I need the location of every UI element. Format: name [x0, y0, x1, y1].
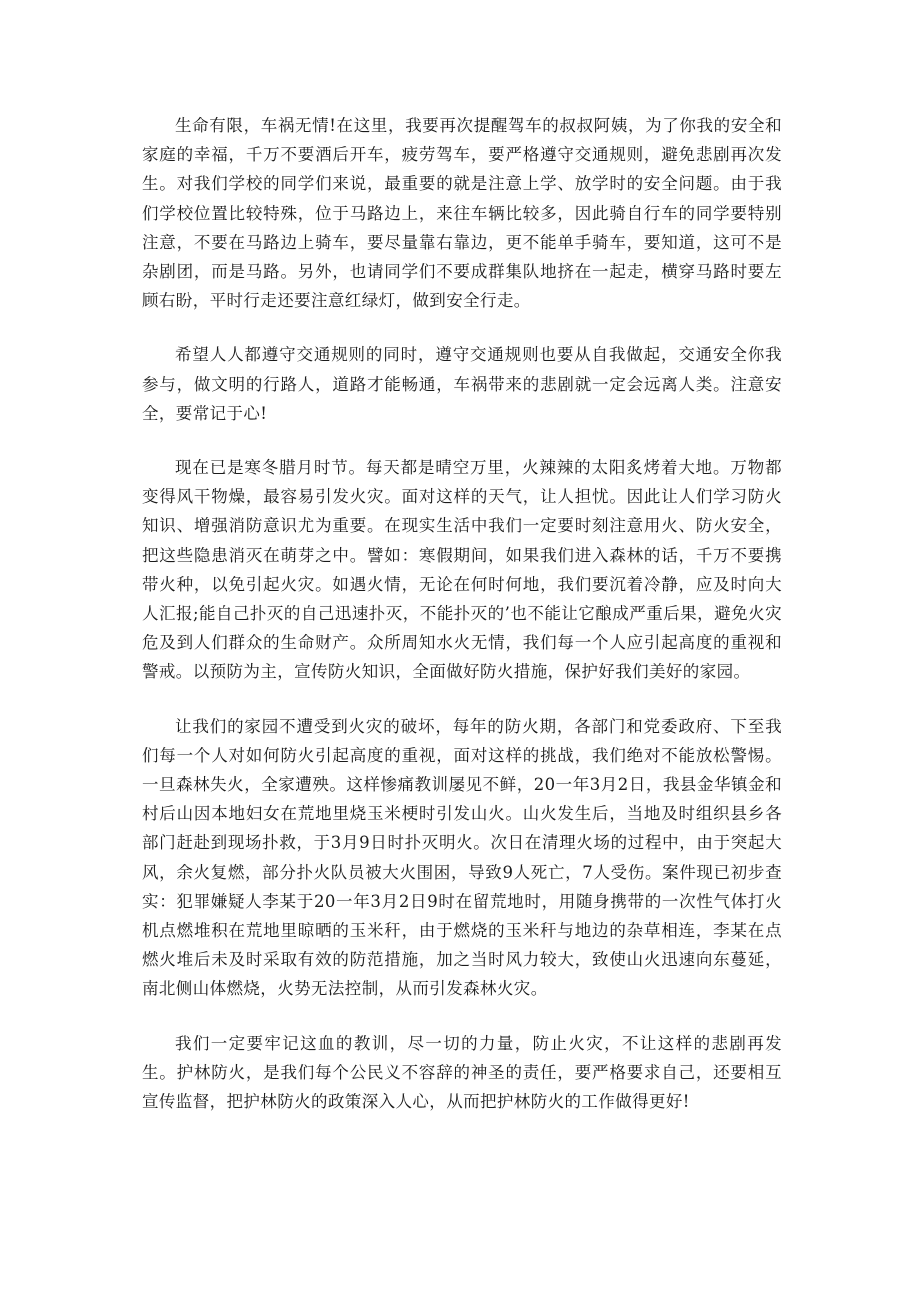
document-body	[142, 111, 782, 1141]
paragraph-fire-prevention: 现在已是寒冬腊月时节。每天都是晴空万里，火辣辣的太阳炙烤着大地。万物都变得风干物燥，最容易引发火灾。面对这样的天气，让人担忧。因此让人们学习防火知识、增强消防意识尤为重要。在现实生活中我们一定要时刻注意用火、防火安全，把这些隐患消灭在萌芽之中。譬如：寒假期间，如果我们进入森林的话，千万不要携带火种，以免引起火灾。如遇火情，无论在何时何地，我们要沉着冷静，应及时向大人汇报;能自己扑灭的自己迅速扑灭，不能扑灭的’也不能让它酿成严重后果，避免火灾危及到人们群众的生命财产。众所周知水火无情，我们每一个人应引起高度的重视和警戒。以预防为主，宣传防火知识，全面做好防火措施，保护好我们美好的家园。	[142, 458, 782, 682]
paragraph-traffic-rules: 希望人人都遵守交通规则的同时，遵守交通规则也要从自我做起，交通安全你我参与，做文明的行路人，道路才能畅通，车祸带来的悲剧就一定会远离人类。注意安全，要常记于心!	[142, 345, 782, 423]
paragraph-traffic-safety: 生命有限，车祸无情!在这里，我要再次提醒驾车的叔叔阿姨，为了你我的安全和家庭的幸福，千万不要酒后开车，疲劳驾车，要严格遵守交通规则，避免悲剧再次发生。对我们学校的同学们来说，最重要的就是注意上学、放学时的安全问题。由于我们学校位置比较特殊，位于马路边上，来往车辆比较多，因此骑自行车的同学要特别注意，不要在马路边上骑车，要尽量靠右靠边，更不能单手骑车，要知道，这可不是杂剧团，而是马路。另外，也请同学们不要成群集队地挤在一起走，横穿马路时要左顾右盼，平时行走还要注意红绿灯，做到安全行走。	[142, 116, 782, 311]
paragraph-forest-fire-case: 让我们的家园不遭受到火灾的破坏，每年的防火期，各部门和党委政府、下至我们每一个人对如何防火引起高度的重视，面对这样的挑战，我们绝对不能放松警惕。一旦森林失火，全家遭殃。这样惨痛教训屡见不鲜，20一年3月2日，我县金华镇金和村后山因本地妇女在荒地里烧玉米梗时引发山火。山火发生后，当地及时组织县乡各部门赶赴到现场扑救，于3月9日时扑灭明火。次日在清理火场的过程中，由于突起大风，余火复燃，部分扑火队员被大火围困，导致9人死亡，7人受伤。案件现已初步查实：犯罪嫌疑人李某于20一年3月2日9时在留荒地时，用随身携带的一次性气体打火机点燃堆积在荒地里晾晒的玉米秆，由于燃烧的玉米秆与地边的杂草相连，李某在点燃火堆后未及时采取有效的防范措施，加之当时风力较大，致使山火迅速向东蔓延，南北侧山体燃烧，火势无法控制，从而引发森林火灾。	[142, 716, 782, 999]
paragraph-conclusion: 我们一定要牢记这血的教训，尽一切的力量，防止火灾，不让这样的悲剧再发生。护林防火，是我们每个公民义不容辞的神圣的责任，要严格要求自己，还要相互宣传监督，把护林防火的政策深入人心，从而把护林防火的工作做得更好!	[142, 1033, 782, 1112]
